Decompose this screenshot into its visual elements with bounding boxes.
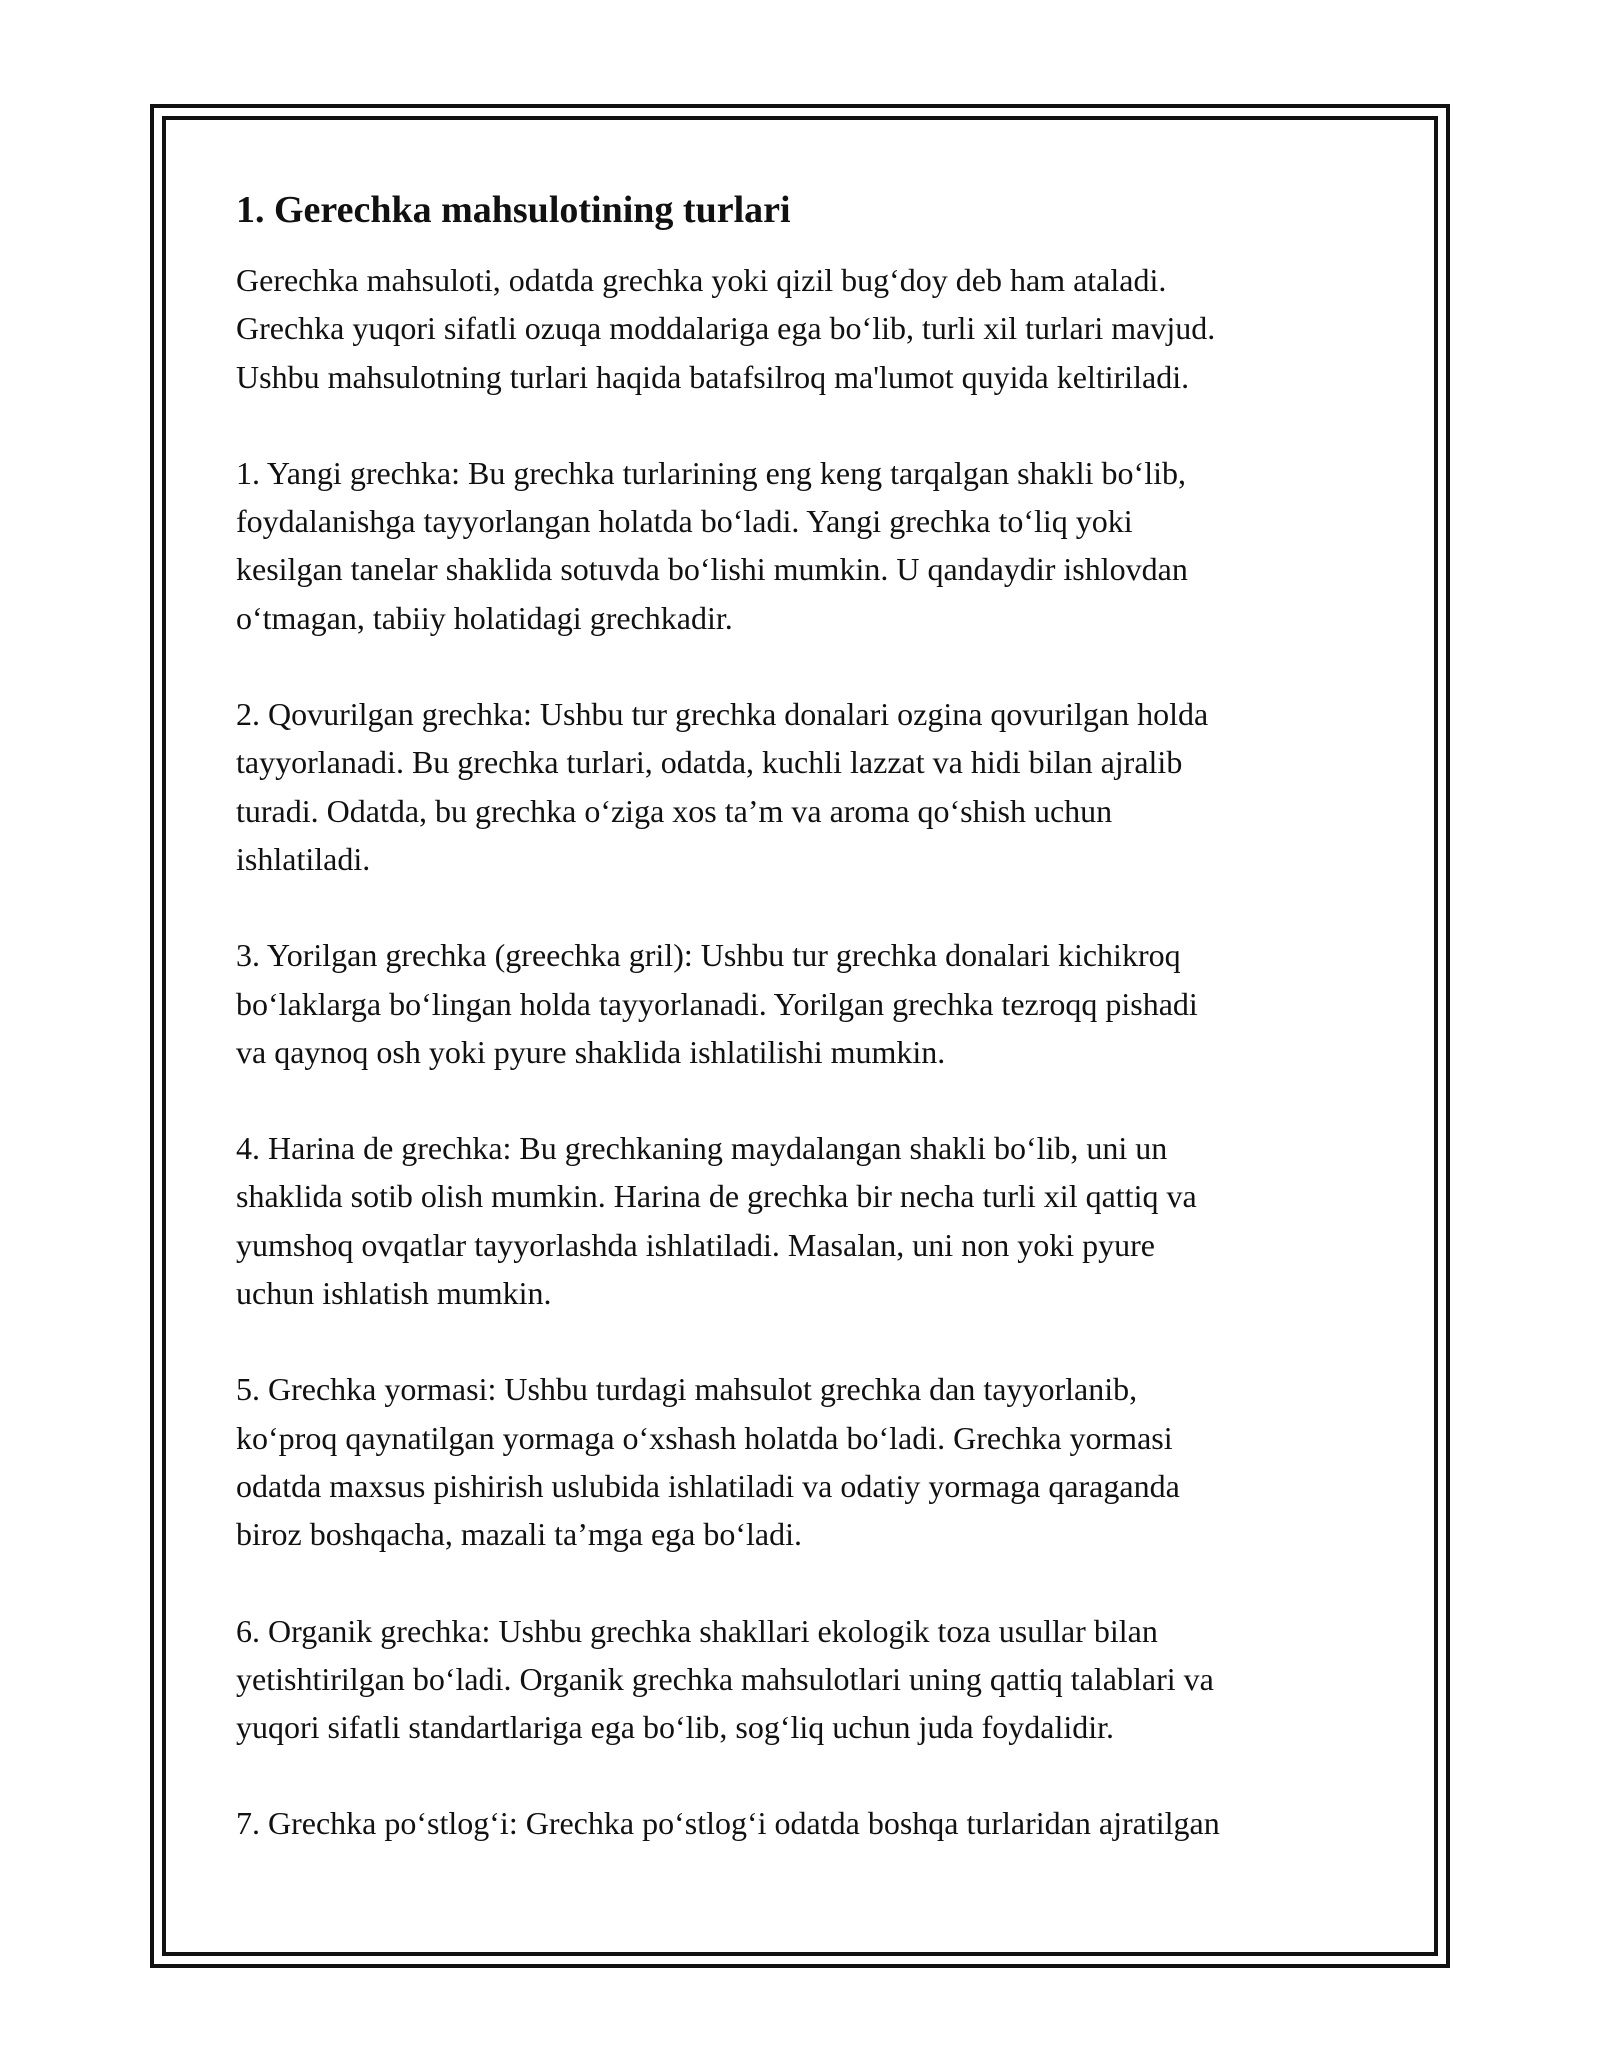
paragraph-line: o‘tmagan, tabiiy holatidagi grechkadir. [236,599,733,636]
paragraph-line: tayyorlanadi. Bu grechka turlari, odatda, kuchli lazzat va hidi bilan ajralib [236,744,1183,781]
paragraph-item-2 [236,690,1376,883]
paragraph-line: foydalanishga tayyorlangan holatda bo‘ladi. Yangi grechka to‘liq yoki [236,503,1133,540]
paragraph-line: 6. Organik grechka: Ushbu grechka shakllari ekologik toza usullar bilan [236,1612,1158,1649]
paragraph-line: odatda maxsus pishirish uslubida ishlatiladi va odatiy yormaga qaraganda [236,1467,1180,1504]
paragraph-line: Gerechka mahsuloti, odatda grechka yoki qizil bug‘doy deb ham ataladi. [236,262,1167,298]
paragraph-line: 1. Yangi grechka: Bu grechka turlarining eng keng tarqalgan shakli bo‘lib, [236,454,1186,491]
paragraph-line: 7. Grechka po‘stlog‘i: Grechka po‘stlog‘i odatda boshqa turlaridan ajratilgan [236,1805,1220,1842]
paragraph-line: yumshoq ovqatlar tayyorlashda ishlatiladi. Masalan, uni non yoki pyure [236,1226,1155,1263]
paragraph-item-5 [236,1365,1376,1558]
paragraph-line: yetishtirilgan bo‘ladi. Organik grechka mahsulotlari uning qattiq talablari va [236,1660,1214,1697]
paragraph-item-6 [236,1607,1376,1752]
paragraph-line: 2. Qovurilgan grechka: Ushbu tur grechka donalari ozgina qovurilgan holda [236,696,1209,733]
paragraph-line: 3. Yorilgan grechka (greechka gril): Ushbu tur grechka donalari kichikroq [236,937,1181,974]
paragraph-line: shaklida sotib olish mumkin. Harina de grechka bir necha turli xil qattiq va [236,1178,1197,1215]
paragraph-item-3 [236,931,1376,1076]
paragraph-line: yuqori sifatli standartlariga ega bo‘lib, sog‘liq uchun juda foydalidir. [236,1709,1115,1746]
paragraph-line: Grechka yuqori sifatli ozuqa moddalariga ega bo‘lib, turli xil turlari mavjud. [236,310,1216,347]
paragraph-item-4 [236,1124,1376,1317]
paragraph-line: Ushbu mahsulotning turlari haqida batafsilroq ma'lumot quyida keltiriladi. [236,358,1190,395]
paragraph-line: turadi. Odatda, bu grechka o‘ziga xos ta’m va aroma qo‘shish uchun [236,792,1113,829]
paragraph-line: kesilgan tanelar shaklida sotuvda bo‘lishi mumkin. U qandaydir ishlovdan [236,551,1188,588]
paragraph-line: bo‘laklarga bo‘lingan holda tayyorlanadi. Yorilgan grechka tezroqq pishadi [236,985,1198,1022]
paragraph-line: biroz boshqacha, mazali ta’mga ega bo‘ladi. [236,1516,802,1553]
paragraph-intro [236,256,1376,401]
document-body [236,186,1376,1896]
paragraph-line: ko‘proq qaynatilgan yormaga o‘xshash holatda bo‘ladi. Grechka yormasi [236,1419,1173,1456]
paragraph-item-7 [236,1799,1376,1847]
paragraph-line: 4. Harina de grechka: Bu grechkaning maydalangan shakli bo‘lib, uni un [236,1130,1168,1167]
paragraph-line: ishlatiladi. [236,840,371,877]
document-title: 1. Gerechka mahsulotining turlari [236,189,791,231]
paragraph-line: uchun ishlatish mumkin. [236,1275,552,1312]
paragraph-line: 5. Grechka yormasi: Ushbu turdagi mahsulot grechka dan tayyorlanib, [236,1371,1138,1408]
paragraph-line: va qaynoq osh yoki pyure shaklida ishlatilishi mumkin. [236,1033,946,1070]
paragraph-item-1 [236,449,1376,642]
